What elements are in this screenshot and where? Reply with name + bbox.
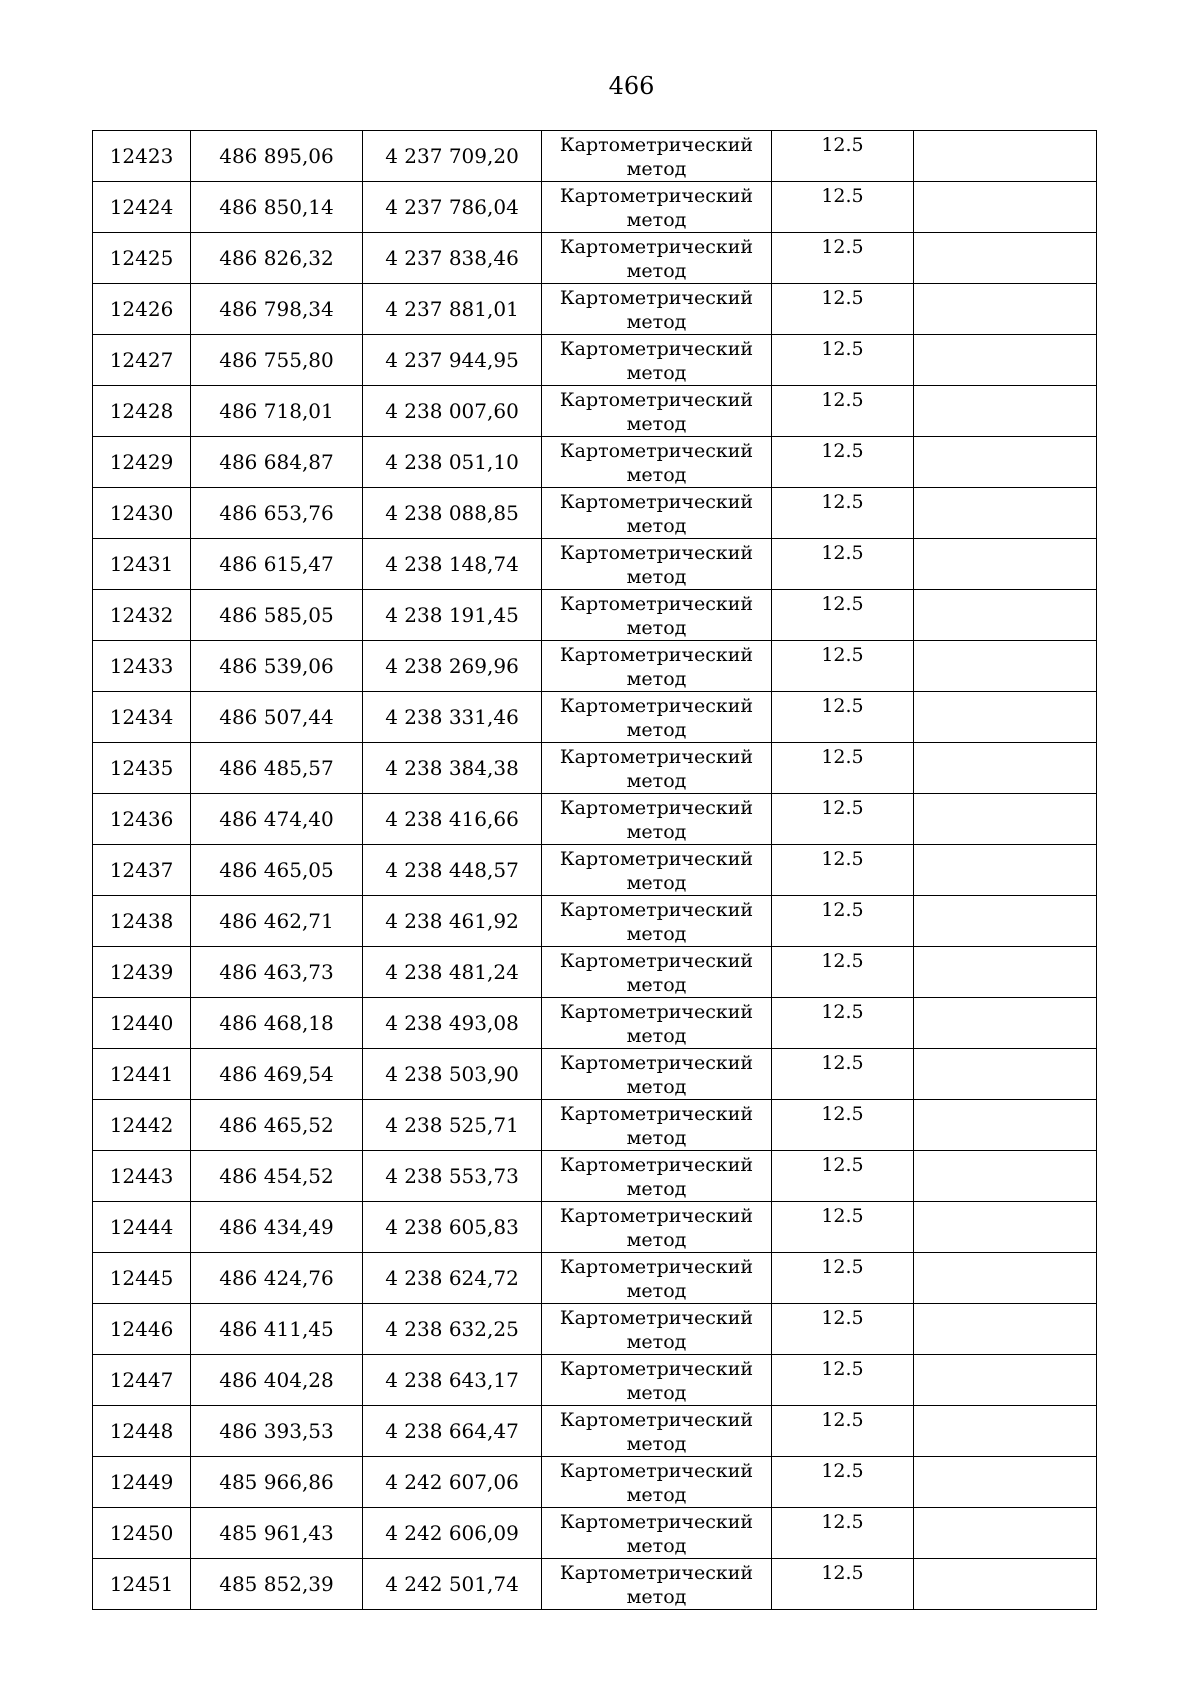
x-coordinate-cell: 486 465,52 xyxy=(191,1100,363,1151)
point-number-cell: 12433 xyxy=(93,641,191,692)
method-line-1: Картометрический xyxy=(559,1409,754,1431)
accuracy-cell: 12.5 xyxy=(772,539,914,590)
x-coordinate-cell: 485 961,43 xyxy=(191,1508,363,1559)
y-coordinate-cell: 4 238 331,46 xyxy=(363,692,542,743)
x-coordinate-cell: 486 895,06 xyxy=(191,131,363,182)
accuracy-cell: 12.5 xyxy=(772,896,914,947)
table-row xyxy=(93,437,1097,488)
method-cell xyxy=(542,641,772,692)
x-coordinate-cell: 486 585,05 xyxy=(191,590,363,641)
x-coordinate-cell: 486 393,53 xyxy=(191,1406,363,1457)
x-coordinate-cell: 486 424,76 xyxy=(191,1253,363,1304)
table-row xyxy=(93,1559,1097,1610)
accuracy-cell: 12.5 xyxy=(772,1457,914,1508)
point-number-cell: 12423 xyxy=(93,131,191,182)
x-coordinate-cell: 486 474,40 xyxy=(191,794,363,845)
method-line-2: метод xyxy=(626,1535,687,1557)
method-line-1: Картометрический xyxy=(559,440,754,462)
y-coordinate-cell: 4 238 664,47 xyxy=(363,1406,542,1457)
x-coordinate-cell: 486 469,54 xyxy=(191,1049,363,1100)
method-line-1: Картометрический xyxy=(559,1154,754,1176)
method-line-2: метод xyxy=(626,1178,687,1200)
method-line-1: Картометрический xyxy=(559,389,754,411)
point-number-cell: 12425 xyxy=(93,233,191,284)
x-coordinate-cell: 486 826,32 xyxy=(191,233,363,284)
x-coordinate-cell: 486 462,71 xyxy=(191,896,363,947)
note-cell xyxy=(914,1202,1097,1253)
method-line-2: метод xyxy=(626,260,687,282)
y-coordinate-cell: 4 237 881,01 xyxy=(363,284,542,335)
y-coordinate-cell: 4 242 607,06 xyxy=(363,1457,542,1508)
accuracy-cell: 12.5 xyxy=(772,233,914,284)
method-line-1: Картометрический xyxy=(559,644,754,666)
method-line-1: Картометрический xyxy=(559,950,754,972)
method-cell xyxy=(542,794,772,845)
method-cell xyxy=(542,1559,772,1610)
method-cell xyxy=(542,1355,772,1406)
y-coordinate-cell: 4 238 269,96 xyxy=(363,641,542,692)
y-coordinate-cell: 4 237 838,46 xyxy=(363,233,542,284)
table-row xyxy=(93,1304,1097,1355)
method-line-2: метод xyxy=(626,413,687,435)
note-cell xyxy=(914,1355,1097,1406)
accuracy-cell: 12.5 xyxy=(772,131,914,182)
table-row xyxy=(93,1457,1097,1508)
accuracy-cell: 12.5 xyxy=(772,743,914,794)
accuracy-cell: 12.5 xyxy=(772,437,914,488)
method-line-2: метод xyxy=(626,1484,687,1506)
y-coordinate-cell: 4 238 553,73 xyxy=(363,1151,542,1202)
note-cell xyxy=(914,794,1097,845)
note-cell xyxy=(914,1508,1097,1559)
method-line-2: метод xyxy=(626,770,687,792)
table-row xyxy=(93,590,1097,641)
x-coordinate-cell: 486 850,14 xyxy=(191,182,363,233)
accuracy-cell: 12.5 xyxy=(772,386,914,437)
note-cell xyxy=(914,692,1097,743)
method-line-2: метод xyxy=(626,158,687,180)
point-number-cell: 12440 xyxy=(93,998,191,1049)
method-cell xyxy=(542,692,772,743)
table-row xyxy=(93,182,1097,233)
y-coordinate-cell: 4 237 786,04 xyxy=(363,182,542,233)
method-line-2: метод xyxy=(626,362,687,384)
table-row xyxy=(93,1406,1097,1457)
x-coordinate-cell: 486 718,01 xyxy=(191,386,363,437)
method-line-2: метод xyxy=(626,1586,687,1608)
note-cell xyxy=(914,998,1097,1049)
method-cell xyxy=(542,743,772,794)
table-row xyxy=(93,131,1097,182)
x-coordinate-cell: 486 485,57 xyxy=(191,743,363,794)
method-line-1: Картометрический xyxy=(559,236,754,258)
method-cell xyxy=(542,233,772,284)
y-coordinate-cell: 4 238 632,25 xyxy=(363,1304,542,1355)
method-line-2: метод xyxy=(626,1280,687,1302)
point-number-cell: 12437 xyxy=(93,845,191,896)
table-row xyxy=(93,1100,1097,1151)
y-coordinate-cell: 4 238 148,74 xyxy=(363,539,542,590)
accuracy-cell: 12.5 xyxy=(772,947,914,998)
method-cell xyxy=(542,896,772,947)
y-coordinate-cell: 4 242 606,09 xyxy=(363,1508,542,1559)
y-coordinate-cell: 4 238 461,92 xyxy=(363,896,542,947)
note-cell xyxy=(914,1049,1097,1100)
method-line-2: метод xyxy=(626,1433,687,1455)
method-line-1: Картометрический xyxy=(559,695,754,717)
method-line-2: метод xyxy=(626,311,687,333)
table-row xyxy=(93,335,1097,386)
accuracy-cell: 12.5 xyxy=(772,641,914,692)
table-row xyxy=(93,284,1097,335)
point-number-cell: 12424 xyxy=(93,182,191,233)
method-line-1: Картометрический xyxy=(559,1562,754,1584)
method-line-1: Картометрический xyxy=(559,1256,754,1278)
note-cell xyxy=(914,488,1097,539)
accuracy-cell: 12.5 xyxy=(772,284,914,335)
method-line-2: метод xyxy=(626,1127,687,1149)
note-cell xyxy=(914,386,1097,437)
point-number-cell: 12443 xyxy=(93,1151,191,1202)
accuracy-cell: 12.5 xyxy=(772,1253,914,1304)
note-cell xyxy=(914,335,1097,386)
method-line-2: метод xyxy=(626,1331,687,1353)
y-coordinate-cell: 4 238 448,57 xyxy=(363,845,542,896)
point-number-cell: 12444 xyxy=(93,1202,191,1253)
method-line-2: метод xyxy=(626,923,687,945)
x-coordinate-cell: 486 465,05 xyxy=(191,845,363,896)
point-number-cell: 12426 xyxy=(93,284,191,335)
note-cell xyxy=(914,131,1097,182)
x-coordinate-cell: 485 852,39 xyxy=(191,1559,363,1610)
point-number-cell: 12448 xyxy=(93,1406,191,1457)
accuracy-cell: 12.5 xyxy=(772,335,914,386)
y-coordinate-cell: 4 238 525,71 xyxy=(363,1100,542,1151)
table-row xyxy=(93,1202,1097,1253)
accuracy-cell: 12.5 xyxy=(772,1202,914,1253)
method-line-2: метод xyxy=(626,617,687,639)
method-line-1: Картометрический xyxy=(559,134,754,156)
note-cell xyxy=(914,1100,1097,1151)
method-cell xyxy=(542,1253,772,1304)
note-cell xyxy=(914,641,1097,692)
method-line-1: Картометрический xyxy=(559,1052,754,1074)
y-coordinate-cell: 4 238 051,10 xyxy=(363,437,542,488)
x-coordinate-cell: 486 434,49 xyxy=(191,1202,363,1253)
method-cell xyxy=(542,539,772,590)
method-line-1: Картометрический xyxy=(559,491,754,513)
method-cell xyxy=(542,947,772,998)
point-number-cell: 12432 xyxy=(93,590,191,641)
accuracy-cell: 12.5 xyxy=(772,590,914,641)
table-row xyxy=(93,1355,1097,1406)
method-line-1: Картометрический xyxy=(559,1103,754,1125)
accuracy-cell: 12.5 xyxy=(772,1049,914,1100)
table-row xyxy=(93,845,1097,896)
note-cell xyxy=(914,1304,1097,1355)
method-cell xyxy=(542,998,772,1049)
point-number-cell: 12434 xyxy=(93,692,191,743)
y-coordinate-cell: 4 238 088,85 xyxy=(363,488,542,539)
table-row xyxy=(93,743,1097,794)
x-coordinate-cell: 486 615,47 xyxy=(191,539,363,590)
y-coordinate-cell: 4 242 501,74 xyxy=(363,1559,542,1610)
y-coordinate-cell: 4 238 503,90 xyxy=(363,1049,542,1100)
method-line-2: метод xyxy=(626,872,687,894)
method-cell xyxy=(542,182,772,233)
note-cell xyxy=(914,284,1097,335)
note-cell xyxy=(914,1253,1097,1304)
method-line-2: метод xyxy=(626,821,687,843)
x-coordinate-cell: 486 411,45 xyxy=(191,1304,363,1355)
method-line-2: метод xyxy=(626,566,687,588)
note-cell xyxy=(914,947,1097,998)
accuracy-cell: 12.5 xyxy=(772,1355,914,1406)
y-coordinate-cell: 4 237 709,20 xyxy=(363,131,542,182)
note-cell xyxy=(914,539,1097,590)
x-coordinate-cell: 486 454,52 xyxy=(191,1151,363,1202)
point-number-cell: 12442 xyxy=(93,1100,191,1151)
method-cell xyxy=(542,1202,772,1253)
point-number-cell: 12447 xyxy=(93,1355,191,1406)
y-coordinate-cell: 4 238 384,38 xyxy=(363,743,542,794)
y-coordinate-cell: 4 238 007,60 xyxy=(363,386,542,437)
note-cell xyxy=(914,1559,1097,1610)
point-number-cell: 12436 xyxy=(93,794,191,845)
note-cell xyxy=(914,590,1097,641)
method-cell xyxy=(542,335,772,386)
x-coordinate-cell: 486 468,18 xyxy=(191,998,363,1049)
note-cell xyxy=(914,1406,1097,1457)
method-cell xyxy=(542,1406,772,1457)
point-number-cell: 12427 xyxy=(93,335,191,386)
method-line-1: Картометрический xyxy=(559,1205,754,1227)
accuracy-cell: 12.5 xyxy=(772,182,914,233)
note-cell xyxy=(914,1457,1097,1508)
table-row xyxy=(93,692,1097,743)
method-cell xyxy=(542,1151,772,1202)
table-body xyxy=(93,131,1097,1610)
table-row xyxy=(93,386,1097,437)
x-coordinate-cell: 486 684,87 xyxy=(191,437,363,488)
table-row xyxy=(93,1508,1097,1559)
note-cell xyxy=(914,1151,1097,1202)
method-line-2: метод xyxy=(626,1229,687,1251)
accuracy-cell: 12.5 xyxy=(772,692,914,743)
point-number-cell: 12435 xyxy=(93,743,191,794)
y-coordinate-cell: 4 238 643,17 xyxy=(363,1355,542,1406)
method-line-1: Картометрический xyxy=(559,899,754,921)
table-row xyxy=(93,896,1097,947)
point-number-cell: 12450 xyxy=(93,1508,191,1559)
method-cell xyxy=(542,590,772,641)
method-line-1: Картометрический xyxy=(559,593,754,615)
point-number-cell: 12430 xyxy=(93,488,191,539)
y-coordinate-cell: 4 238 624,72 xyxy=(363,1253,542,1304)
x-coordinate-cell: 486 798,34 xyxy=(191,284,363,335)
method-line-2: метод xyxy=(626,464,687,486)
x-coordinate-cell: 486 404,28 xyxy=(191,1355,363,1406)
method-cell xyxy=(542,488,772,539)
method-cell xyxy=(542,1508,772,1559)
note-cell xyxy=(914,845,1097,896)
table-row xyxy=(93,794,1097,845)
y-coordinate-cell: 4 237 944,95 xyxy=(363,335,542,386)
note-cell xyxy=(914,437,1097,488)
x-coordinate-cell: 486 539,06 xyxy=(191,641,363,692)
point-number-cell: 12451 xyxy=(93,1559,191,1610)
y-coordinate-cell: 4 238 493,08 xyxy=(363,998,542,1049)
method-line-1: Картометрический xyxy=(559,1511,754,1533)
y-coordinate-cell: 4 238 481,24 xyxy=(363,947,542,998)
accuracy-cell: 12.5 xyxy=(772,794,914,845)
table-row xyxy=(93,641,1097,692)
method-line-1: Картометрический xyxy=(559,1001,754,1023)
method-cell xyxy=(542,437,772,488)
method-cell xyxy=(542,1457,772,1508)
method-cell xyxy=(542,845,772,896)
accuracy-cell: 12.5 xyxy=(772,1100,914,1151)
table-row xyxy=(93,539,1097,590)
table-row xyxy=(93,488,1097,539)
point-number-cell: 12429 xyxy=(93,437,191,488)
table-row xyxy=(93,233,1097,284)
coordinates-table xyxy=(92,130,1097,1610)
point-number-cell: 12431 xyxy=(93,539,191,590)
point-number-cell: 12428 xyxy=(93,386,191,437)
x-coordinate-cell: 486 507,44 xyxy=(191,692,363,743)
method-cell xyxy=(542,386,772,437)
y-coordinate-cell: 4 238 416,66 xyxy=(363,794,542,845)
method-cell xyxy=(542,1049,772,1100)
method-line-2: метод xyxy=(626,1025,687,1047)
x-coordinate-cell: 486 653,76 xyxy=(191,488,363,539)
table-row xyxy=(93,1049,1097,1100)
method-line-2: метод xyxy=(626,974,687,996)
accuracy-cell: 12.5 xyxy=(772,998,914,1049)
method-cell xyxy=(542,1100,772,1151)
method-line-1: Картометрический xyxy=(559,542,754,564)
method-cell xyxy=(542,284,772,335)
method-line-1: Картометрический xyxy=(559,287,754,309)
method-line-1: Картометрический xyxy=(559,338,754,360)
x-coordinate-cell: 485 966,86 xyxy=(191,1457,363,1508)
accuracy-cell: 12.5 xyxy=(772,1559,914,1610)
point-number-cell: 12438 xyxy=(93,896,191,947)
note-cell xyxy=(914,233,1097,284)
table-row xyxy=(93,947,1097,998)
method-line-1: Картометрический xyxy=(559,848,754,870)
y-coordinate-cell: 4 238 605,83 xyxy=(363,1202,542,1253)
method-cell xyxy=(542,1304,772,1355)
point-number-cell: 12445 xyxy=(93,1253,191,1304)
accuracy-cell: 12.5 xyxy=(772,1406,914,1457)
table-row xyxy=(93,1253,1097,1304)
accuracy-cell: 12.5 xyxy=(772,1151,914,1202)
method-line-1: Картометрический xyxy=(559,746,754,768)
method-line-2: метод xyxy=(626,1076,687,1098)
method-line-2: метод xyxy=(626,668,687,690)
x-coordinate-cell: 486 755,80 xyxy=(191,335,363,386)
table-row xyxy=(93,1151,1097,1202)
accuracy-cell: 12.5 xyxy=(772,488,914,539)
y-coordinate-cell: 4 238 191,45 xyxy=(363,590,542,641)
method-line-2: метод xyxy=(626,1382,687,1404)
point-number-cell: 12441 xyxy=(93,1049,191,1100)
accuracy-cell: 12.5 xyxy=(772,1304,914,1355)
method-cell xyxy=(542,131,772,182)
method-line-1: Картометрический xyxy=(559,797,754,819)
accuracy-cell: 12.5 xyxy=(772,845,914,896)
method-line-1: Картометрический xyxy=(559,1358,754,1380)
point-number-cell: 12439 xyxy=(93,947,191,998)
method-line-2: метод xyxy=(626,719,687,741)
note-cell xyxy=(914,743,1097,794)
x-coordinate-cell: 486 463,73 xyxy=(191,947,363,998)
method-line-1: Картометрический xyxy=(559,185,754,207)
accuracy-cell: 12.5 xyxy=(772,1508,914,1559)
method-line-1: Картометрический xyxy=(559,1460,754,1482)
point-number-cell: 12446 xyxy=(93,1304,191,1355)
method-line-2: метод xyxy=(626,209,687,231)
method-line-2: метод xyxy=(626,515,687,537)
table-row xyxy=(93,998,1097,1049)
page-number: 466 xyxy=(608,72,655,100)
method-line-1: Картометрический xyxy=(559,1307,754,1329)
point-number-cell: 12449 xyxy=(93,1457,191,1508)
note-cell xyxy=(914,182,1097,233)
note-cell xyxy=(914,896,1097,947)
